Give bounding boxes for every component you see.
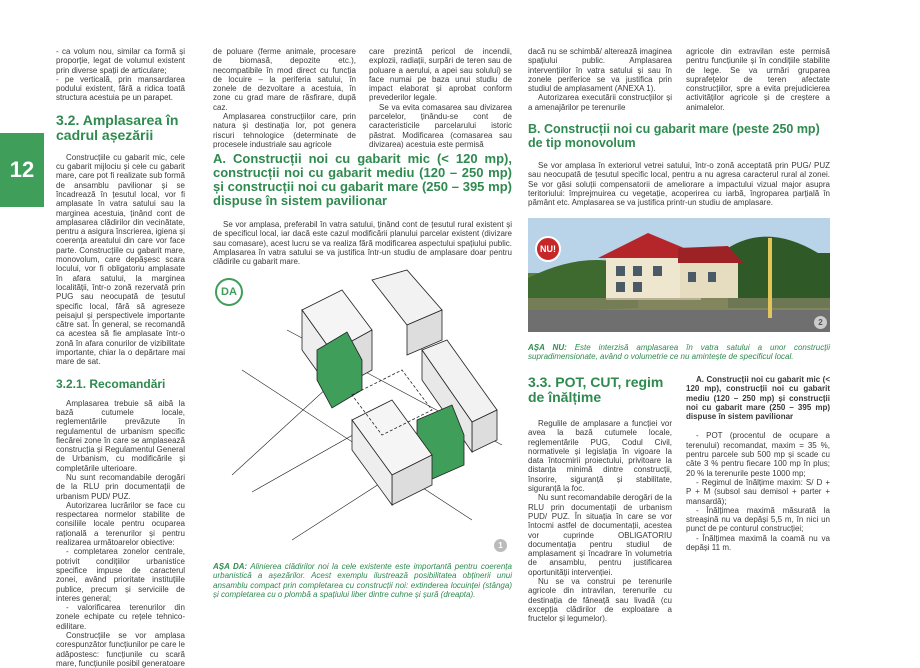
section-heading-3-3: 3.3. POT, CUT, regim de înălțime	[528, 374, 664, 405]
paragraph: Autorizarea lucrărilor se face cu respectarea normelor stabilite de consiliile locale pentru ocuparea rațională a terenurilor și pentru realizarea următoarelor obiective:	[56, 500, 185, 548]
intro-item: - ca volum nou, similar ca formă și proporție, legat de volumul existent prin diverse spații de articulare;	[56, 47, 185, 75]
caption-lead: AȘA NU:	[528, 343, 567, 352]
column-4-top	[528, 47, 672, 112]
column-5-top	[686, 47, 830, 112]
paragraph: - valorificarea terenurilor din zonele echipate cu rețele tehnico-edilitare.	[56, 603, 185, 631]
column-2-top	[213, 47, 356, 149]
intro-item: - pe verticală, prin mansardarea podului existent, fără a ridica toată structura acestuia pe un parapet.	[56, 74, 185, 103]
paragraph: Nu sunt recomandabile derogări de la RLU prin documentații de urbanism PUD/ PUZ. În situația în care se vor întocmi astfel de documentații, acestea vor cuprinde OBLIGATORIU documentația pentru studiul de amplasament și încadrare în volumetria de ansamblu, pentru justificarea oportunității intervenției.	[528, 493, 672, 577]
section-a-pot-heading: A. Construcții noi cu gabarit mic (< 120 mp), construcții noi cu gabarit mediu (120 – 250 mp) și construcții noi cu gabarit mare (250 – 395 mp) dispuse în sistem pavilionar	[686, 375, 830, 422]
section-heading-3-2: 3.2. Amplasarea în cadrul așezării	[56, 111, 179, 143]
page-number-tab: 12	[0, 133, 44, 207]
figure-2-caption	[528, 343, 830, 362]
caption-text: Alinierea clădirilor noi la cele existente este importantă pentru coerența urbanistică a așezărilor. Acest exemplu ilustrează posibilitatea obținerii unui ansamblu compact prin completarea cu construcții noi: extinderea locuinței (stânga) și completarea cu o plombă a spațiului liber dintre cuhne și șură (dreapta).	[213, 562, 512, 599]
section-heading-3-2-1: 3.2.1. Recomandări	[56, 376, 166, 391]
paragraph: - completarea zonelor centrale, potrivit condițiilor urbanistice specifice impuse de caracterul zonei, având prioritate instituțiile publice, precum și serviciile de interes general;	[56, 547, 185, 603]
axonometric-diagram	[232, 270, 512, 560]
section-a-pot	[686, 375, 830, 552]
section-a-heading: A. Construcții noi cu gabarit mic (< 120 mp), construcții noi cu gabarit mediu (120 – 250 mp) și construcții noi cu gabarit mare (250 – 395 mp) dispuse în sistem pavilionar	[213, 151, 512, 208]
figure-2-marker: 2	[814, 316, 827, 329]
paragraph: Nu se va construi pe terenurile agricole din intravilan, terenurile cu destinația de fâneață sau livadă (cu excepția clădirilor de exploatare a fructelor și legumelor).	[528, 577, 672, 624]
paragraph: Construcțiile cu gabarit mic, cele cu gabarit mijlociu și cele cu gabarit mare, care pot fi realizate sub formă de ansamblu pavilionar și se încadrează în țesutul local, vor fi amplasate în vatra satului sau la marginea acestuia, ținând cont de amplasarea clădirilor din vecinătate, pentru a asigura înscrierea, igiena și coerența areatului din care vor face parte. Construcțiile cu gabarit mare, monovolum, care depășesc scara locului, vor fi obligatoriu amplasate în afara satului, la marginea localității, într-o zonă rezervată prin PUG sau neocupată de țesutul specific local, fără să agreseze peisajul și perspectivele importante către sat. În general, se recomandă ca acestea să fie amplasate într-o zonă în afara conurilor de vizibilitate importante, chiar la o depărtare mai mare de sat.	[56, 152, 185, 367]
paragraph: dacă nu se schimbă/ alterează imaginea spațiului public. Amplasarea intervențiilor în vatra satului și sau în zonele periferice se va justifica prin studiul de amplasament (ANEXA 1).	[528, 47, 672, 94]
nu-badge: NU!	[535, 236, 561, 262]
section-a	[213, 152, 512, 266]
paragraph: Se va evita comasarea sau divizarea parcelelor, ținându-se cont de caracteristicile parcelarului istoric păstrat. Modificarea (comasarea sau divizarea) acestuia este permisă	[369, 102, 512, 149]
figure-1-caption	[213, 562, 512, 599]
section-b-heading: B. Construcții noi cu gabarit mare (peste 250 mp) de tip monovolum	[528, 122, 820, 150]
section-b	[528, 122, 830, 207]
paragraph: Se vor amplasa în exteriorul vetrei satului, într-o zonă acceptată prin PUG/ PUZ sau neocupată de țesutul specific local, pentru a nu agresa caracterul rural al zonei. Se vor găsi soluții compensatorii de ameliorare a impactului vizual major asupra teritoriului: împrejmuirea cu vegetație, acoperirea cu iarbă, îngroparea parțială în pământ etc. Amplasarea se va justifica printr-un studiu de amplasare.	[528, 161, 830, 208]
section-3-3	[528, 375, 672, 624]
paragraph: Autorizarea executării construcțiilor și a amenajărilor pe terenurile	[528, 93, 672, 112]
list-item: - Regimul de înălțime maxim: S/ D + P + M (subsol sau demisol + parter + mansardă);	[686, 477, 830, 506]
column-3-top	[369, 47, 512, 149]
paragraph: agricole din extravilan este permisă pentru funcțiunile și în condițiile stabilite de lege. Se va urmări gruparea suprafețelor de teren afectate construcțiilor, spre a evita prejudicierea activităților agricole și de creștere a animalelor.	[686, 47, 830, 112]
paragraph: Se vor amplasa, preferabil în vatra satului, ținând cont de țesutul rural existent și de specificul local, iar dacă este cazul modificării planului parcelar existent (divizare sau comasare), acest lucru se va realiza fără modificarea aspectului spațiului public. Amplasarea în vatra satului se va justifica într-un studiu de amplasare doar pentru clădirile cu gabarit mare.	[213, 220, 512, 267]
caption-lead: AȘA DA:	[213, 562, 248, 571]
paragraph: Regulile de amplasare a funcției vor avea la bază cutumele locale, reglementările PUG, Codul Civil, normativele și legislația în vigoare la data întocmirii proiectului, privitoare la distanța minimă dintre construcții, însorire, siguranță și stabilitate, siguranță la foc.	[528, 419, 672, 494]
da-badge: DA	[215, 278, 243, 306]
figure-1-marker: 1	[494, 539, 507, 552]
house-photo	[528, 218, 830, 332]
list-item: - Înălțimea maximă la coamă nu va depăși 11 m.	[686, 533, 830, 553]
paragraph: de poluare (ferme animale, procesare de biomasă, depozite etc.), necompatibile în mod direct cu funcția de locuire – la periferia satului, în zonele de dezvoltare a acestuia, în zone cu grad mare de răsfirare, după caz.	[213, 47, 356, 112]
paragraph: Amplasarea construcțiilor care, prin natura și destinația lor, pot genera riscuri tehnologice (determinate de procesele industriale sau agricole	[213, 112, 356, 149]
caption-text: Este interzisă amplasarea în vatra satului a unor construcții supradimensionate, având o volumetrie ce nu amintește de specificul local.	[528, 343, 830, 362]
paragraph: Amplasarea trebuie să aibă la bază cutumele locale, reglementările prevăzute în regulamentul de urbanism specific fiecărei zone în care se amplasează construcția și Regulamentul General de Urbanism, cu modificările și completările ulterioare.	[56, 398, 185, 473]
paragraph: Construcțiile se vor amplasa corespunzător funcțiunilor pe care le adăpostesc: funcțiunile cu scară mare, funcțiunile posibil generatoare	[56, 631, 185, 668]
list-item: - Înălțimea maximă măsurată la streașină nu va depăși 5,5 m, în nici un punct de pe conturul construcției;	[686, 505, 830, 534]
list-item: - POT (procentul de ocupare a terenului) recomandat, maxim = 35 %, pentru parcele sub 500 mp și scade cu câte 3 % pentru fiecare 100 mp în plus; 20 % la terenurile peste 1000 mp;	[686, 431, 830, 478]
paragraph: Nu sunt recomandabile derogări de la RLU prin documentații de urbanism PUD/ PUZ.	[56, 472, 185, 501]
column-1	[56, 47, 185, 668]
paragraph: care prezintă pericol de incendii, explozii, radiații, surpări de teren sau de poluare a aerului, a apei sau solului) se face numai pe baza unui studiu de impact elaborat și aprobat conform prevederilor legale.	[369, 47, 512, 103]
